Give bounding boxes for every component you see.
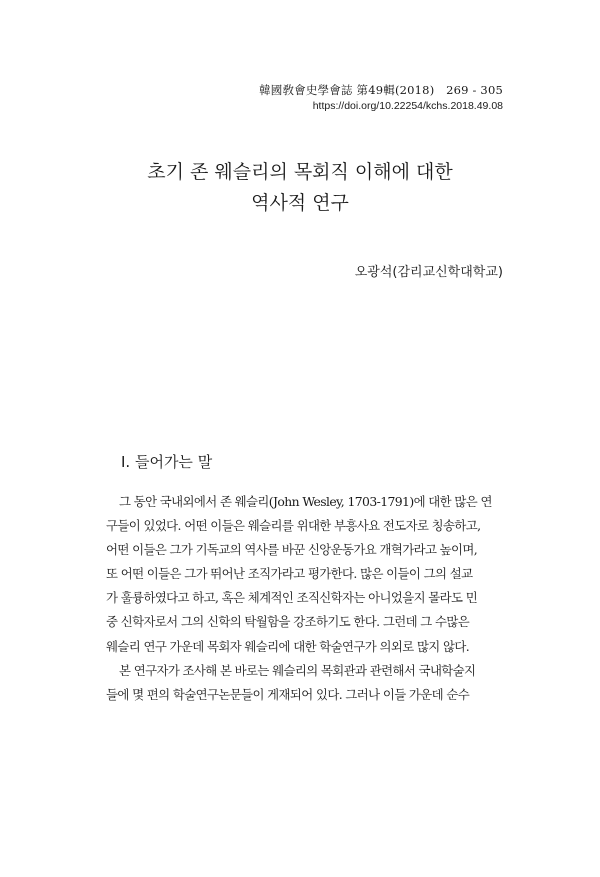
journal-citation: 韓國敎會史學會誌 第49輯(2018) 269 - 305 [259,83,503,97]
paragraph-line: 어떤 이들은 그가 기독교의 역사를 바꾼 신앙운동가요 개혁가라고 높이며, [106,542,478,558]
paper-title [0,157,600,219]
paper-title-line-2: 역사적 연구 [251,192,349,214]
paper-title-line-1: 초기 존 웨슬리의 목회직 이해에 대한 [147,161,453,183]
paragraph-line: 가 훌륭하였다고 하고, 혹은 체계적인 조직신학자는 아니었을지 몰라도 민 [106,590,478,606]
section-heading: I. 들어가는 말 [121,453,213,471]
paragraph-line: 그 동안 국내외에서 존 웨슬리(John Wesley, 1703-1791)에 대한 많은 연 [119,494,492,509]
paragraph-line: 또 어떤 이들은 그가 뛰어난 조직가라고 평가한다. 많은 이들이 그의 설교 [106,566,473,582]
body-paragraphs [106,490,496,707]
paragraph-line: 중 신학자로서 그의 신학의 탁월함을 강조하기도 한다. 그런데 그 수많은 [106,614,470,630]
paragraph-line: 구들이 있었다. 어떤 이들은 웨슬리를 위대한 부흥사요 전도자로 칭송하고, [106,518,481,534]
paragraph-line: 웨슬리 연구 가운데 목회자 웨슬리에 대한 학술연구가 의외로 많지 않다. [106,638,470,654]
paragraph-line: 들에 몇 편의 학술연구논문들이 게재되어 있다. 그러나 이들 가운데 순수 [106,686,470,702]
author-affiliation: 오광석(감리교신학대학교) [354,265,503,280]
paragraph-line: 본 연구자가 조사해 본 바로는 웨슬리의 목회관과 관련해서 국내학술지 [119,662,476,678]
doi-link[interactable]: https://doi.org/10.22254/kchs.2018.49.08 [312,100,503,112]
